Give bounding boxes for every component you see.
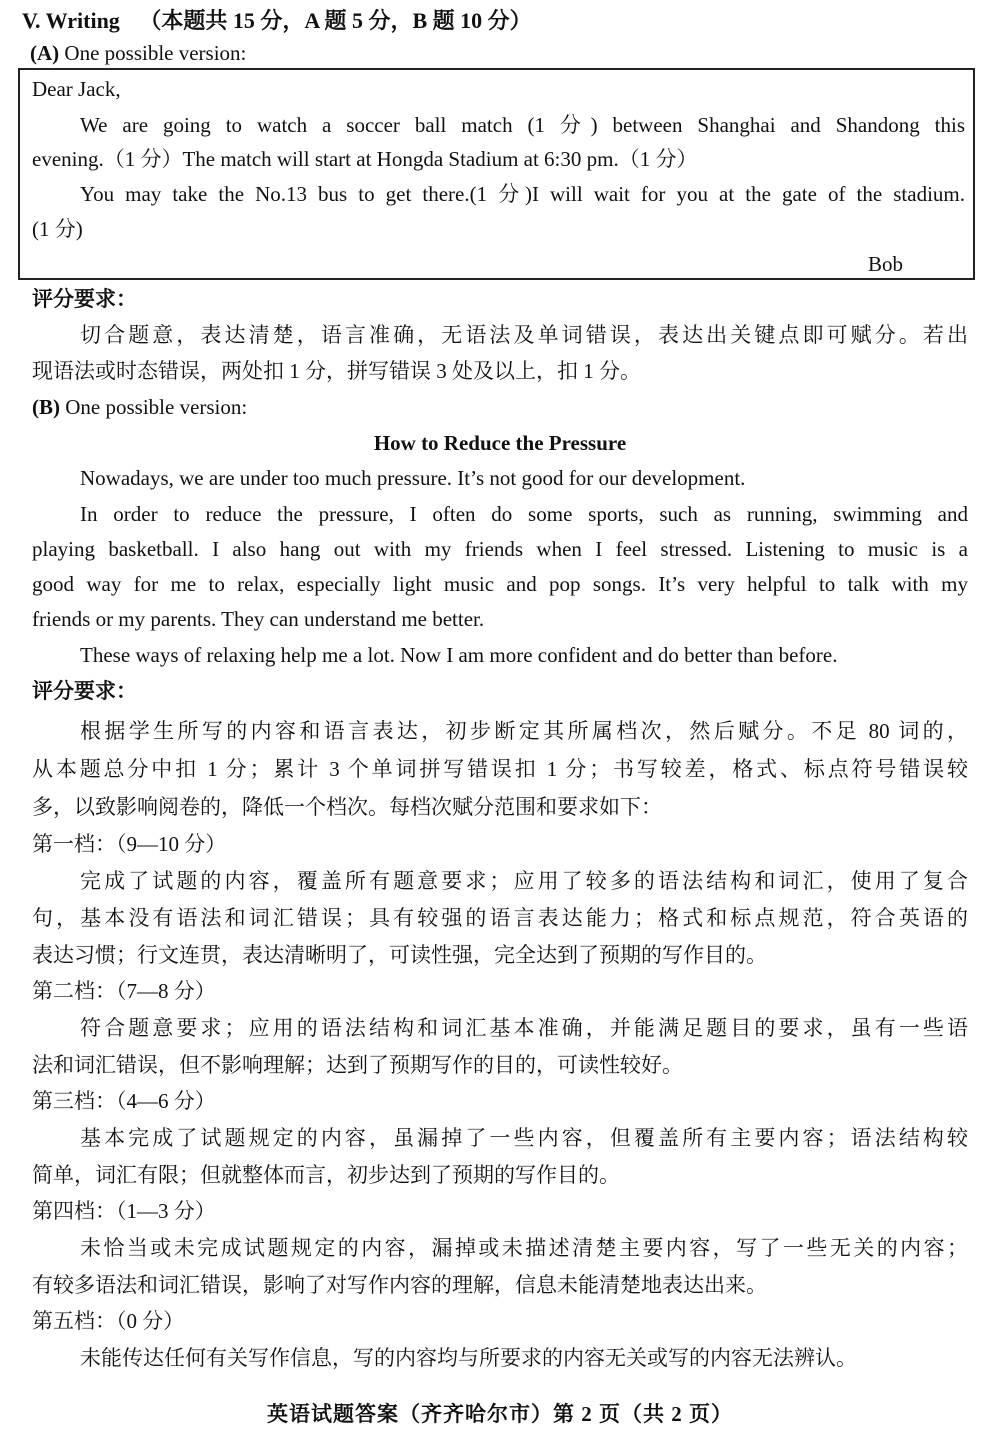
- part-a-criteria-line-2: 现语法或时态错误，两处扣 1 分，拼写错误 3 处及以上，扣 1 分。: [32, 359, 641, 383]
- page-footer: 英语试题答案（齐齐哈尔市）第 2 页（共 2 页）: [267, 1402, 733, 1426]
- part-b-intro: One possible version:: [65, 395, 248, 419]
- tier-4-label: 第四档：（1—3 分）: [32, 1199, 216, 1223]
- essay-paragraph-2-line-4: friends or my parents. They can understand me better.: [32, 607, 485, 631]
- tier-2-line-2: 法和词汇错误，但不影响理解；达到了预期写作的目的，可读性较好。: [32, 1053, 683, 1077]
- essay-paragraph-3: These ways of relaxing help me a lot. Now I am more confident and do better than before.: [80, 643, 838, 667]
- letter-signature: Bob: [868, 252, 904, 276]
- part-a-heading: [30, 38, 246, 68]
- letter-line-3: You may take the No.13 bus to get there.(1 分)I will wait for you at the gate of the stadium.: [80, 182, 965, 206]
- tier-2-label: 第二档：（7—8 分）: [32, 979, 216, 1003]
- essay-paragraph-1: Nowadays, we are under too much pressure. It’s not good for our development.: [80, 466, 746, 490]
- tier-3-line-1: 基本完成了试题规定的内容，虽漏掉了一些内容，但覆盖所有主要内容；语法结构较: [80, 1126, 968, 1150]
- tier-5-label: 第五档：（0 分）: [32, 1309, 185, 1333]
- tier-4-line-2: 有较多语法和词汇错误，影响了对写作内容的理解，信息未能清楚地表达出来。: [32, 1273, 767, 1297]
- part-a-label: (A): [30, 41, 60, 65]
- letter-line-4: (1 分): [32, 217, 83, 241]
- part-b-label: (B): [32, 395, 60, 419]
- essay-paragraph-2-line-3: good way for me to relax, especially light music and pop songs. It’s very helpful to talk with my: [32, 572, 968, 596]
- section-title: V. Writing: [22, 8, 120, 33]
- tier-3-line-2: 简单，词汇有限；但就整体而言，初步达到了预期的写作目的。: [32, 1163, 620, 1187]
- tier-1-line-3: 表达习惯；行文连贯，表达清晰明了，可读性强，完全达到了预期的写作目的。: [32, 943, 767, 967]
- part-a-intro: One possible version:: [64, 41, 247, 65]
- essay-title: How to Reduce the Pressure: [373, 431, 627, 455]
- letter-salutation: Dear Jack,: [32, 77, 121, 101]
- tier-1-line-2: 句，基本没有语法和词汇错误；具有较强的语言表达能力；格式和标点规范，符合英语的: [32, 906, 968, 930]
- part-b-heading: [32, 392, 247, 422]
- part-b-criteria-line-1: 根据学生所写的内容和语言表达，初步断定其所属档次，然后赋分。不足 80 词的，: [80, 719, 968, 743]
- essay-paragraph-2-line-1: In order to reduce the pressure, I often do some sports, such as running, swimming and: [80, 502, 968, 526]
- section-heading: [22, 6, 532, 36]
- part-b-criteria-title: 评分要求：: [32, 679, 137, 703]
- part-a-criteria-line-1: 切合题意，表达清楚，语言准确，无语法及单词错误，表达出关键点即可赋分。若出: [80, 323, 968, 347]
- tier-1-line-1: 完成了试题的内容，覆盖所有题意要求；应用了较多的语法结构和词汇，使用了复合: [80, 869, 968, 893]
- section-scoring: （本题共 15 分，A 题 5 分，B 题 10 分）: [139, 8, 532, 33]
- tier-1-label: 第一档：（9—10 分）: [32, 832, 227, 856]
- tier-4-line-1: 未恰当或未完成试题规定的内容，漏掉或未描述清楚主要内容，写了一些无关的内容；: [80, 1236, 968, 1260]
- part-a-criteria-title: 评分要求：: [32, 287, 137, 311]
- letter-line-1: We are going to watch a soccer ball match (1 分) between Shanghai and Shandong this: [80, 113, 965, 137]
- tier-3-label: 第三档：（4—6 分）: [32, 1089, 216, 1113]
- letter-line-2: evening.（1 分）The match will start at Hongda Stadium at 6:30 pm.（1 分）: [32, 147, 698, 171]
- essay-paragraph-2-line-2: playing basketball. I also hang out with my friends when I feel stressed. Listening to music is a: [32, 537, 968, 561]
- letter-box: [18, 68, 975, 280]
- part-b-criteria-line-2: 从本题总分中扣 1 分；累计 3 个单词拼写错误扣 1 分；书写较差，格式、标点符号错误较: [32, 757, 968, 781]
- tier-2-line-1: 符合题意要求；应用的语法结构和词汇基本准确，并能满足题目的要求，虽有一些语: [80, 1016, 968, 1040]
- part-b-criteria-line-3: 多，以致影响阅卷的，降低一个档次。每档次赋分范围和要求如下：: [32, 795, 662, 819]
- tier-5-line-1: 未能传达任何有关写作信息，写的内容均与所要求的内容无关或写的内容无法辨认。: [80, 1346, 857, 1370]
